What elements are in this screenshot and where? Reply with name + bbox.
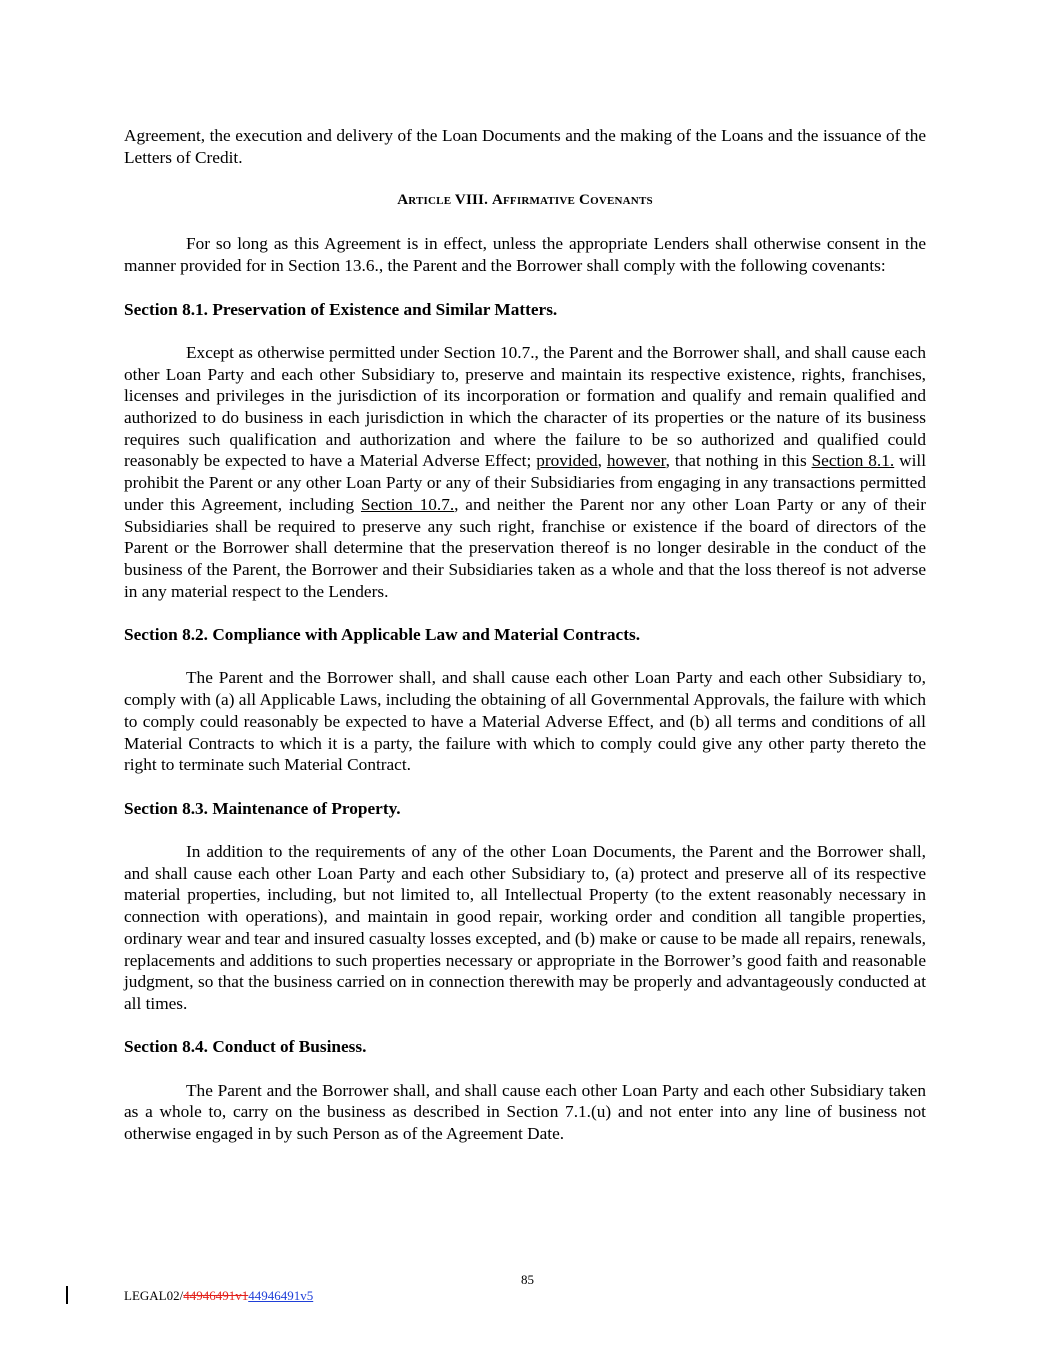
- doc-id-prefix: LEGAL02/: [124, 1288, 184, 1303]
- section-10-7-reference: Section 10.7.: [360, 494, 455, 514]
- section-8-3-paragraph: In addition to the requirements of any of the other Loan Documents, the Parent and the Borrower shall, and shall cause each other Loan Party and each other Subsidiary to, (a) protect and preserve all of its respective material properties, including, but not limited to, all Intellectual Property (to the extent reasonably necessary in connection with operations), and maintain in good repair, working order and condition all tangible properties, ordinary wear and tear and insured casualty losses excepted, and (b) make or cause to be made all repairs, renewals, replacements and additions to such properties necessary or appropriate in the Borrower’s good faith and reasonable judgment, so that the business carried on in connection therewith may be properly and advantageously conducted at all times.: [124, 842, 926, 1013]
- change-bar: [66, 1286, 68, 1304]
- article-lead-paragraph: For so long as this Agreement is in effect, unless the appropriate Lenders shall otherwise consent in the manner provided for in Section 13.6., the Parent and the Borrower shall comply with the following covenants:: [124, 234, 926, 276]
- section-8-4-paragraph: The Parent and the Borrower shall, and shall cause each other Loan Party and each other Subsidiary taken as a whole to, carry on the business as described in Section 7.1.(u) and not enter into any line of business not otherwise engaged in by such Person as of the Agreement Date.: [124, 1080, 926, 1144]
- section-8-1-paragraph: [124, 342, 926, 602]
- s81-comma: ,: [597, 451, 607, 471]
- section-8-2-paragraph: The Parent and the Borrower shall, and shall cause each other Loan Party and each other Subsidiary to, comply with (a) all Applicable Laws, including the obtaining of all Governmental Approvals, the failure with which to comply could reasonably be expected to have a Material Adverse Effect, and (b) all terms and conditions of all Material Contracts to which it is a party, the failure with which to comply could give any other party thereto the right to terminate such Material Contract.: [124, 668, 926, 775]
- section-8-1-heading: Section 8.1. Preservation of Existence and Similar Matters.: [124, 299, 558, 319]
- section-8-1-reference: Section 8.1.: [811, 451, 895, 471]
- however-term: however: [606, 451, 666, 471]
- page-number: 85: [521, 1272, 534, 1287]
- document-page: [124, 125, 926, 1145]
- inserted-doc-id: 44946491v5: [248, 1288, 314, 1303]
- s81-text-1: Except as otherwise permitted under Section 10.7., the Parent and the Borrower shall, and shall cause each other Loan Party and each other Subsidiary to, preserve and maintain its respective existence, rights, franchises, licenses and privileges in the jurisdiction of its incorporation or formation and qualify and remain qualified and authorized to do business in each jurisdiction in which the character of its properties or the nature of its business requires such qualification and authorization and where the failure to be so authorized and qualified could reasonably be expected to have a Material Adverse Effect;: [124, 342, 926, 471]
- article-number: VIII.: [454, 192, 489, 209]
- article-title: Affirmative Covenants: [491, 192, 653, 209]
- s81-text-2: , that nothing in this: [665, 451, 812, 471]
- s81-text-4: , and neither the Parent nor any other Loan Party or any of their Subsidiaries shall be required to preserve any such right, franchise or existence if the board of directors of the Parent or the Borrower shall determine that the preservation thereof is no longer desirable in the conduct of the business of the Parent, the Borrower and their Subsidiaries taken as a whole and that the loss thereof is not adverse in any material respect to the Lenders.: [124, 494, 926, 601]
- section-8-2-heading: Section 8.2. Compliance with Applicable Law and Material Contracts.: [124, 625, 641, 645]
- article-heading: [124, 190, 926, 212]
- deleted-doc-id: 44946491v1: [183, 1288, 249, 1303]
- article-prefix: Article: [397, 192, 452, 209]
- section-8-3-heading: Section 8.3. Maintenance of Property.: [124, 798, 401, 818]
- s81-text-3: will prohibit the Parent or any other Loan Party or any of their Subsidiaries from engaging in any transactions permitted under this Agreement, including: [124, 451, 926, 514]
- document-id: [124, 1288, 313, 1304]
- section-8-4-heading: Section 8.4. Conduct of Business.: [124, 1037, 367, 1057]
- intro-paragraph: Agreement, the execution and delivery of the Loan Documents and the making of the Loans and the issuance of the Letters of Credit.: [124, 126, 926, 167]
- provided-term: provided: [536, 451, 598, 471]
